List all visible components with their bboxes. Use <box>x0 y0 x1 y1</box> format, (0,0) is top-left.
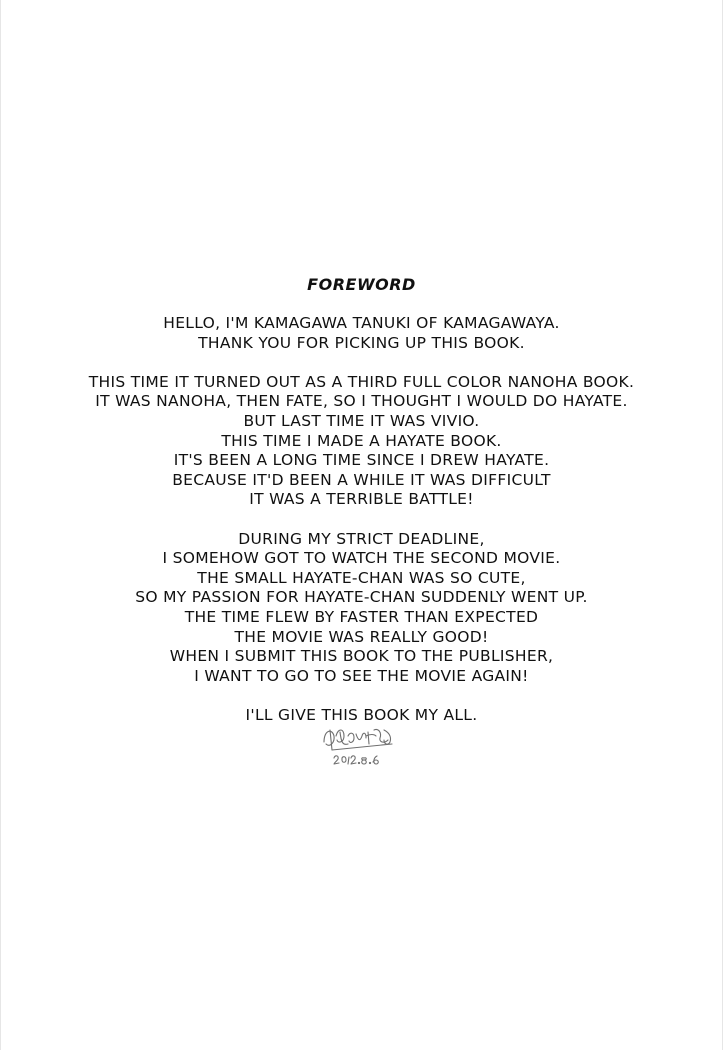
text-line: HELLO, I'M KAMAGAWA TANUKI OF KAMAGAWAYA. <box>163 314 560 332</box>
paragraph-book-story <box>0 373 723 510</box>
text-line: I'LL GIVE THIS BOOK MY ALL. <box>245 705 478 724</box>
paragraph-gap <box>0 510 723 530</box>
foreword-title: FOREWORD <box>307 275 416 294</box>
text-line: BECAUSE IT'D BEEN A WHILE IT WAS DIFFICULT <box>172 470 551 489</box>
text-line: THE TIME FLEW BY FASTER THAN EXPECTED <box>184 607 539 626</box>
text-line: BUT LAST TIME IT WAS VIVIO. <box>243 411 480 430</box>
paragraph-movie <box>0 530 723 687</box>
text-line: IT WAS A TERRIBLE BATTLE! <box>249 490 474 509</box>
text-line: THIS TIME IT TURNED OUT AS A THIRD FULL COLOR NANOHA BOOK. <box>88 372 635 391</box>
paragraph-gap <box>0 686 723 706</box>
text-line: THANK YOU FOR PICKING UP THIS BOOK. <box>198 333 525 352</box>
text-line: I WANT TO GO TO SEE THE MOVIE AGAIN! <box>194 666 529 685</box>
paragraph-gap <box>0 353 723 373</box>
text-line: I SOMEHOW GOT TO WATCH THE SECOND MOVIE. <box>162 549 561 568</box>
text-line: SO MY PASSION FOR HAYATE-CHAN SUDDENLY WENT UP. <box>135 588 588 607</box>
text-line: IT'S BEEN A LONG TIME SINCE I DREW HAYATE. <box>173 451 550 470</box>
text-line: DURING MY STRICT DEADLINE, <box>238 529 485 548</box>
text-line: THE MOVIE WAS REALLY GOOD! <box>234 627 489 646</box>
handwritten-signature <box>322 722 402 770</box>
text-line: WHEN I SUBMIT THIS BOOK TO THE PUBLISHER, <box>169 647 554 666</box>
paragraph-greeting <box>0 314 723 353</box>
text-line: THIS TIME I MADE A HAYATE BOOK. <box>221 431 502 450</box>
text-line: THE SMALL HAYATE-CHAN WAS SO CUTE, <box>197 568 526 587</box>
foreword-section <box>0 272 723 725</box>
text-line: IT WAS NANOHA, THEN FATE, SO I THOUGHT I WOULD DO HAYATE. <box>95 392 628 411</box>
